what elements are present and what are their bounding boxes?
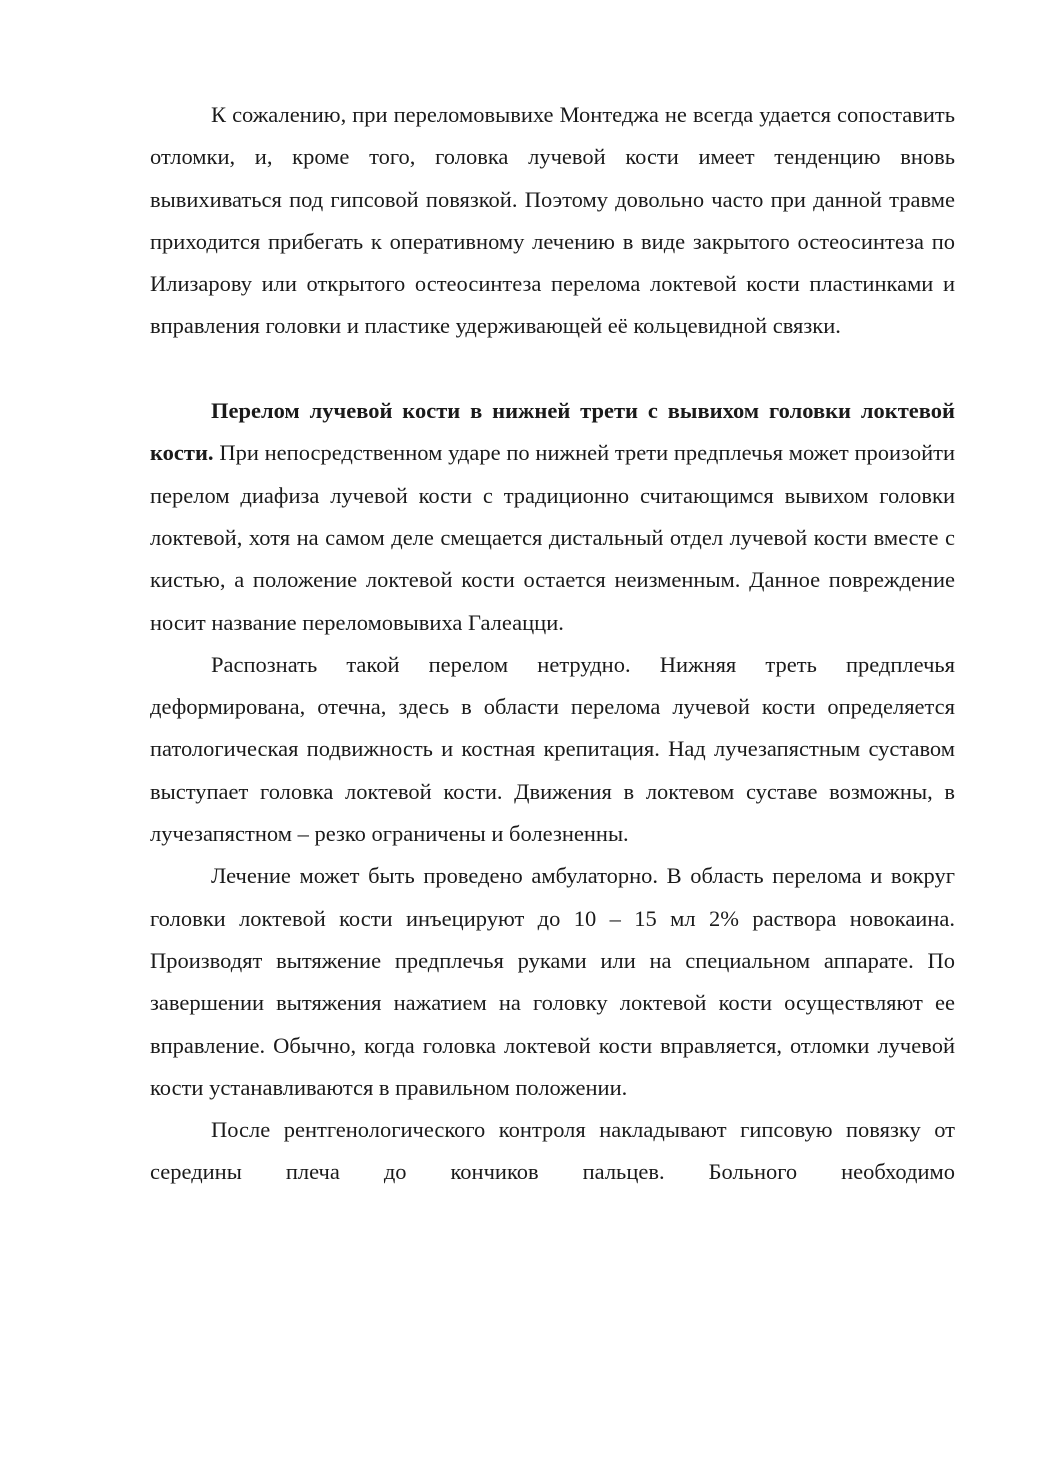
paragraph-text: Лечение может быть проведено амбулаторно. В область перелома и вокруг головки локтевой кости инъецируют до 10 – 15 мл 2% раствора новокаина. Производят вытяжение предплечья руками или на специальном аппарате. По завершении вытяжения нажатием на головку локтевой кости осуществляют ее вправление. Обычно, когда головка локтевой кости вправляется, отломки лучевой кости устанавливаются в правильном положении. — [150, 863, 955, 1100]
document-page — [150, 94, 955, 1194]
section-heading: Перелом лучевой кости в нижней трети с вывихом головки локтевой кости. — [150, 398, 955, 466]
paragraph-text: Распознать такой перелом нетрудно. Нижняя треть предплечья деформирована, отечна, здесь в области перелома лучевой кости определяется патологическая подвижность и костная крепитация. Над лучезапястным суставом выступает головка локтевой кости. Движения в локтевом суставе возможны, в лучезапястном – резко ограничены и болезненны. — [150, 651, 955, 847]
paragraph-text: При непосредственном ударе по нижней трети предплечья может произойти перелом диафиза лучевой кости с традиционно считающимся вывихом головки локтевой, хотя на самом деле смещается дистальный отдел лучевой кости вместе с кистью, а положение локтевой кости остается неизменным. Данное повреждение носит название переломовывиха Галеацци. — [150, 440, 955, 635]
paragraph-monteggia-treatment — [150, 94, 955, 348]
paragraph-galeazzi-treatment — [150, 855, 955, 1109]
paragraph-spacer — [150, 348, 955, 390]
paragraph-text: К сожалению, при переломовывихе Монтеджа не всегда удается сопоставить отломки, и, кроме того, головка лучевой кости имеет тенденцию вновь вывихиваться под гипсовой повязкой. Поэтому довольно часто при данной травме приходится прибегать к оперативному лечению в виде закрытого остеосинтеза по Илизарову или открытого остеосинтеза перелома локтевой кости пластинками и вправления головки и пластике удерживающей её кольцевидной связки. — [150, 102, 955, 339]
paragraph-text: После рентгенологического контроля накладывают гипсовую повязку от середины плеча до кончиков пальцев. Больного необходимо — [150, 1117, 955, 1185]
paragraph-galeazzi-diagnosis — [150, 644, 955, 855]
paragraph-galeazzi-definition — [150, 390, 955, 644]
paragraph-galeazzi-cast — [150, 1109, 955, 1194]
